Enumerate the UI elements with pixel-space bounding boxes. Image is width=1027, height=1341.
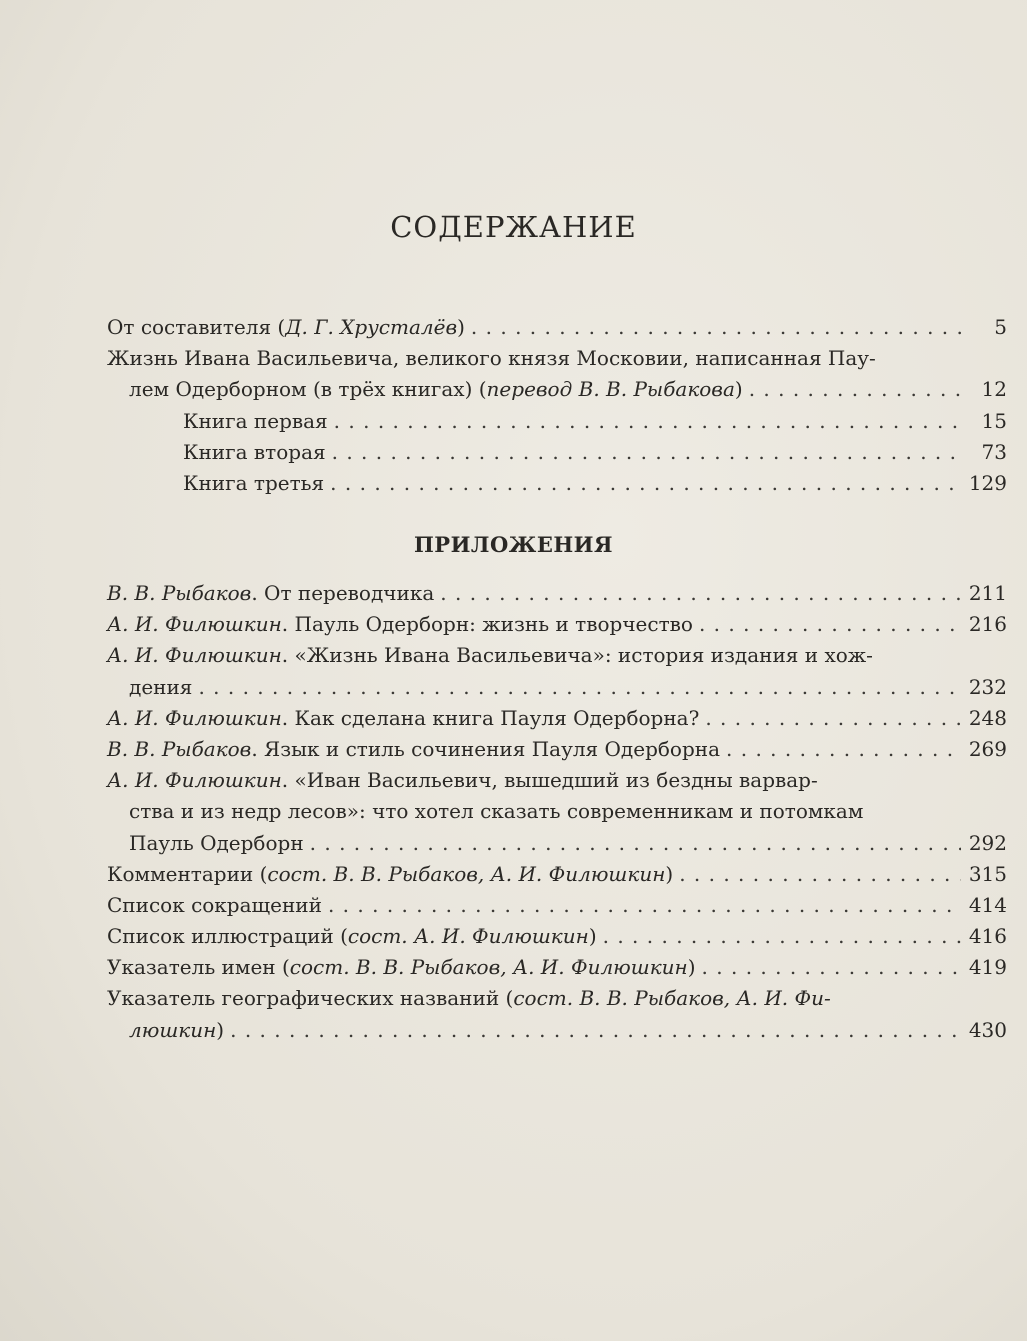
dot-leader — [726, 734, 961, 765]
toc-entry-text — [129, 1015, 224, 1046]
toc-entry — [107, 609, 1007, 640]
toc-entry-text — [107, 765, 818, 796]
entry-text-plain: . Как сделана книга Пауля Одерборна? — [281, 705, 700, 730]
entry-text-italic: люшкин — [129, 1017, 217, 1042]
toc-entry-text — [107, 312, 465, 343]
entry-text-plain: ) — [216, 1017, 225, 1042]
toc-entry — [107, 703, 1007, 734]
page-number: 73 — [981, 439, 1007, 464]
dot-leader — [679, 859, 961, 890]
entry-text-italic: Д. Г. Хрусталёв — [285, 315, 458, 339]
page-number: 232 — [968, 674, 1007, 699]
entry-text-italic: сост. А. И. Филюшкин — [347, 924, 589, 949]
toc-entry-text — [183, 468, 324, 499]
dot-leader — [230, 1015, 961, 1046]
toc-entry-text — [107, 921, 597, 952]
entry-text-italic: В. В. Рыбаков — [107, 736, 252, 761]
dot-leader — [198, 672, 961, 703]
dot-leader — [332, 437, 961, 468]
toc-entry-line — [107, 468, 1007, 499]
toc-entry — [107, 765, 1007, 859]
entry-text-italic: сост. В. В. Рыбаков, А. И. Фи- — [513, 986, 831, 1011]
page-number: 15 — [981, 408, 1007, 433]
entry-text-plain: . Язык и стиль сочинения Пауля Одерборна — [251, 736, 721, 761]
toc-entry-text — [107, 952, 696, 983]
entry-text-plain: Жизнь Ивана Васильевича, великого князя Московии, написанная Пау- — [107, 346, 876, 371]
dot-leader — [702, 952, 961, 983]
toc-entry — [107, 983, 1007, 1045]
entry-text-plain: . «Жизнь Ивана Васильевича»: история издания и хож- — [281, 643, 873, 668]
toc-entry — [107, 859, 1007, 890]
contents-heading: СОДЕРЖАНИЕ — [390, 210, 637, 244]
entry-text-italic: перевод В. В. Рыбакова — [486, 377, 735, 402]
dot-leader — [749, 374, 961, 405]
entry-text-plain: ) — [588, 924, 597, 949]
toc-entry-line — [107, 374, 1007, 405]
toc-entry-line — [107, 983, 1007, 1014]
toc-entry — [107, 578, 1007, 609]
toc-entry-text — [107, 703, 699, 734]
toc-entry-line — [107, 343, 1007, 374]
entry-text-italic: А. И. Филюшкин — [107, 612, 282, 637]
toc-entry-text — [107, 983, 831, 1014]
toc-entry-line — [107, 921, 1007, 952]
toc-entry-line — [107, 765, 1007, 796]
page-number: 211 — [968, 581, 1007, 605]
entry-text-italic: В. В. Рыбаков — [107, 581, 252, 605]
toc-entry — [107, 921, 1007, 952]
toc-entry-line — [107, 1015, 1007, 1046]
entry-text-plain: ) — [734, 377, 743, 402]
toc-entry-text — [107, 890, 322, 921]
toc-entry-line — [107, 796, 1007, 827]
entry-text-plain: От составителя ( — [107, 315, 286, 339]
page-number: 129 — [968, 470, 1007, 495]
entry-text-plain: Комментарии ( — [107, 861, 268, 886]
toc-entry-line — [107, 952, 1007, 983]
toc-entry-line — [107, 312, 1007, 343]
entry-text-plain: Пауль Одерборн — [129, 830, 304, 855]
entry-text-italic: сост. В. В. Рыбаков, А. И. Филюшкин — [289, 955, 688, 980]
toc-entry-text — [129, 374, 743, 405]
entry-text-plain: ) — [665, 861, 674, 886]
toc-entry-line — [107, 828, 1007, 859]
toc-entry — [107, 640, 1007, 702]
entry-text-plain: . «Иван Васильевич, вышедший из бездны варвар- — [281, 768, 818, 793]
page-number: 430 — [968, 1017, 1007, 1042]
toc-entry — [107, 890, 1007, 921]
entry-text-plain: ства и из недр лесов»: что хотел сказать современникам и потомкам — [129, 799, 864, 824]
toc-entry-text — [107, 343, 876, 374]
toc-entry — [107, 406, 1007, 437]
dot-leader — [471, 312, 961, 343]
toc-entry — [107, 343, 1007, 405]
entry-text-plain: лем Одерборном (в трёх книгах) ( — [129, 377, 487, 402]
entry-text-plain: Список сокращений — [107, 892, 322, 917]
page-number: 315 — [968, 861, 1007, 886]
page-number: 414 — [968, 892, 1007, 917]
toc-entry-line — [107, 437, 1007, 468]
page-number: 248 — [968, 705, 1007, 730]
toc-entry-text — [129, 796, 863, 827]
entry-text-plain: Список иллюстраций ( — [107, 924, 348, 949]
toc-entry — [107, 952, 1007, 983]
page-number: 5 — [994, 315, 1007, 339]
toc-entry-text — [107, 578, 434, 609]
toc-entry — [107, 312, 1007, 343]
toc-entry-text — [129, 828, 304, 859]
entry-text-italic: А. И. Филюшкин — [107, 705, 282, 730]
toc-entry — [107, 468, 1007, 499]
entry-text-italic: сост. В. В. Рыбаков, А. И. Филюшкин — [267, 861, 666, 886]
dot-leader — [705, 703, 961, 734]
toc-entry-line — [107, 734, 1007, 765]
dot-leader — [699, 609, 961, 640]
dot-leader — [330, 468, 961, 499]
page-number: 269 — [968, 736, 1007, 761]
toc-entry-text — [107, 734, 720, 765]
dot-leader — [440, 578, 961, 609]
entry-text-plain: Книга первая — [183, 408, 328, 433]
entry-text-plain: Книга третья — [183, 470, 325, 495]
entry-text-plain: ) — [687, 955, 696, 980]
toc-main-list — [107, 312, 1007, 499]
entry-text-italic: А. И. Филюшкин — [107, 768, 282, 793]
toc-entry-line — [107, 890, 1007, 921]
entry-text-plain: . Пауль Одерборн: жизнь и творчество — [281, 612, 693, 637]
toc-entry-line — [107, 703, 1007, 734]
toc-entry-text — [129, 672, 192, 703]
entry-text-plain: дения — [129, 674, 193, 699]
page-number: 216 — [968, 612, 1007, 637]
toc-entry-line — [107, 578, 1007, 609]
toc-entry-line — [107, 640, 1007, 671]
toc-entry-line — [107, 609, 1007, 640]
toc-entry — [107, 734, 1007, 765]
dot-leader — [328, 890, 961, 921]
toc-entry-line — [107, 672, 1007, 703]
page-number: 419 — [968, 955, 1007, 980]
toc-entry-text — [107, 609, 693, 640]
entry-text-plain: Указатель географических названий ( — [107, 986, 514, 1011]
appendix-heading: ПРИЛОЖЕНИЯ — [413, 532, 614, 557]
dot-leader — [334, 406, 961, 437]
dot-leader — [310, 828, 961, 859]
toc-entry-line — [107, 859, 1007, 890]
entry-text-plain: . От переводчика — [251, 581, 435, 605]
entry-text-plain: Указатель имен ( — [107, 955, 290, 980]
toc-appendix-list — [107, 578, 1007, 1046]
toc-entry-text — [183, 406, 328, 437]
toc-entry-line — [107, 406, 1007, 437]
toc-entry-text — [183, 437, 326, 468]
toc-entry — [107, 437, 1007, 468]
toc-entry-text — [107, 859, 673, 890]
entry-text-plain: ) — [457, 315, 465, 339]
page-number: 292 — [968, 830, 1007, 855]
entry-text-italic: А. И. Филюшкин — [107, 643, 282, 668]
page-number: 12 — [981, 377, 1007, 402]
toc-entry-text — [107, 640, 873, 671]
page-number: 416 — [968, 924, 1007, 949]
entry-text-plain: Книга вторая — [183, 439, 326, 464]
dot-leader — [603, 921, 961, 952]
